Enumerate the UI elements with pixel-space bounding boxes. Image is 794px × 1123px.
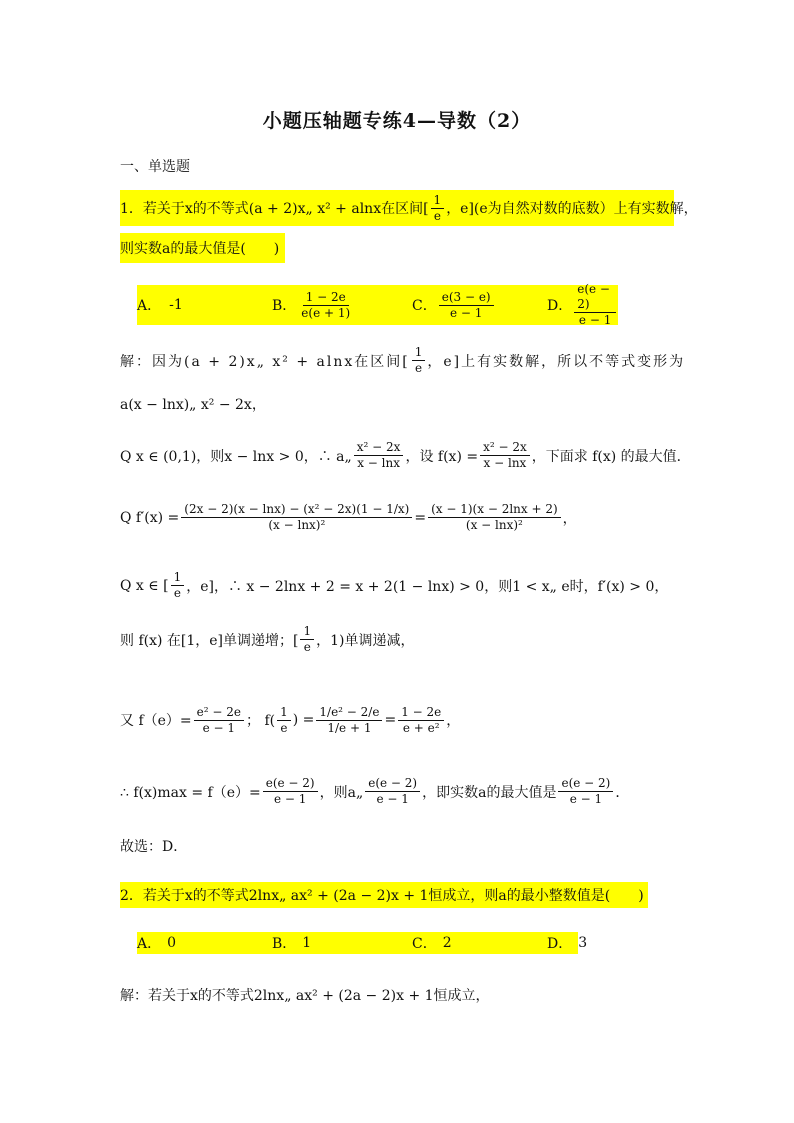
option-den: e − 1 [449, 305, 483, 320]
option-label: B． [272, 936, 297, 952]
sol-fraction [558, 776, 613, 807]
sol-text: = [384, 712, 397, 728]
q2-option-c [412, 932, 452, 954]
sol-fraction [181, 502, 412, 533]
option-fraction [298, 290, 353, 321]
q1-fraction [431, 193, 445, 224]
frac-den: 1/e + 1 [327, 720, 372, 735]
question-2-options [137, 932, 588, 954]
frac-num: 1 [412, 345, 426, 361]
option-fraction [574, 282, 616, 328]
solution-2-line-1: 解：若关于x的不等式2lnx„ ax² + (2a − 2)x + 1恒成立， [120, 988, 490, 1004]
solution-1-line-3 [120, 440, 691, 471]
q1-option-c [412, 285, 496, 325]
sol-text: ， [446, 713, 461, 729]
frac-num: 1 [300, 624, 314, 640]
q2-option-a [137, 932, 176, 954]
q1-frac-den: e [433, 208, 441, 223]
sol-fraction [398, 705, 444, 736]
option-num: 1 − 2e [303, 290, 349, 306]
q1-text-pre: 1．若关于x的不等式(a + 2)x„ x² + alnx在区间[ [120, 201, 429, 217]
solution-1-line-7 [120, 685, 460, 755]
sol-text: 则 f(x) 在[1，e]单调递增；[ [120, 632, 299, 649]
sol-text: ， [562, 510, 577, 527]
option-text: 1 [302, 935, 312, 951]
sol-text: Q x ∈ (0,1)，则x − lnx > 0，∴ a„ [120, 448, 352, 465]
option-fraction [439, 290, 494, 321]
frac-num: 1 [277, 705, 291, 721]
sol-text: = [414, 509, 427, 526]
frac-num: (2x − 2)(x − lnx) − (x² − 2x)(1 − 1/x) [181, 502, 412, 518]
option-label: C． [412, 298, 437, 314]
option-text: 2 [442, 935, 452, 951]
solution-1-line-4 [120, 502, 577, 533]
solution-1-line-8 [120, 776, 629, 807]
option-label: A． [137, 936, 162, 952]
question-2: 2．若关于x的不等式2lnx„ ax² + (2a − 2)x + 1恒成立，则a的最小整数值是( ) [120, 882, 648, 908]
solution-1-line-6 [120, 624, 415, 655]
frac-den: x − lnx [483, 456, 527, 470]
sol-text: 解：因为(a + 2)x„ x² + alnx在区间[ [120, 353, 410, 370]
sol-fraction [194, 705, 244, 736]
sol-text: ． [615, 784, 630, 801]
option-den: e − 1 [578, 313, 612, 327]
frac-num: (x − 1)(x − 2lnx + 2) [428, 502, 561, 518]
solution-1-answer: 故选：D． [120, 839, 188, 855]
sol-fraction [277, 705, 291, 736]
q2-option-b [272, 932, 311, 954]
option-num: e(e − 2) [574, 282, 616, 313]
frac-den: e [303, 640, 311, 654]
question-1-line-1 [120, 190, 698, 226]
sol-fraction [316, 705, 382, 736]
option-den: e(e + 1) [301, 305, 351, 320]
frac-den: e − 1 [202, 720, 236, 735]
sol-fraction [354, 440, 404, 471]
frac-num: 1 [171, 570, 185, 586]
sol-fraction [428, 502, 561, 533]
question-1-line-2: 则实数a的最大值是( ) [120, 233, 285, 263]
frac-num: x² − 2x [354, 440, 404, 456]
option-label: B． [272, 298, 297, 314]
q1-frac-num: 1 [431, 193, 445, 209]
option-num: e(3 − e) [439, 290, 494, 306]
sol-text: ，1)单调递减， [316, 632, 415, 649]
frac-num: x² − 2x [480, 440, 530, 456]
solution-1-line-5 [120, 570, 668, 601]
option-text: 3 [578, 935, 588, 951]
option-label: C． [412, 936, 437, 952]
frac-den: x − lnx [357, 456, 401, 470]
frac-den: e + e² [402, 720, 440, 735]
frac-den: e [415, 361, 423, 375]
sol-text: Q x ∈ [ [120, 577, 169, 594]
sol-fraction [171, 570, 185, 601]
frac-den: (x − lnx)² [465, 518, 523, 532]
sol-text: ，e]上有实数解，所以不等式变形为 [427, 353, 686, 370]
option-label: A． [137, 298, 162, 314]
question-1-options [137, 282, 618, 327]
frac-num: e(e − 2) [558, 776, 613, 792]
option-text: -1 [169, 297, 183, 313]
sol-text: 又 f（e）= [120, 713, 192, 729]
frac-den: e − 1 [569, 792, 603, 806]
sol-text: ，即实数a的最大值是 [422, 784, 557, 801]
frac-den: e − 1 [273, 792, 307, 806]
q1-option-d [547, 282, 618, 327]
q1-option-b [272, 285, 355, 325]
q1-option-a [137, 285, 183, 325]
sol-fraction [365, 776, 420, 807]
sol-fraction [300, 624, 314, 655]
sol-text: ，则a„ [319, 784, 364, 801]
sol-text: ) = [292, 712, 315, 728]
page-title: 小题压轴题专练4—导数（2） [262, 110, 532, 132]
sol-text: ，设 f(x) = [405, 448, 479, 465]
sol-text: ； f( [246, 713, 276, 729]
sol-fraction [263, 776, 318, 807]
sol-fraction [412, 345, 426, 376]
sol-text: ∴ f(x)max = f（e）= [120, 784, 261, 801]
frac-num: 1/e² − 2/e [316, 705, 382, 721]
frac-num: e(e − 2) [365, 776, 420, 792]
frac-den: e − 1 [376, 792, 409, 806]
solution-1-line-2: a(x − lnx)„ x² − 2x， [120, 397, 266, 413]
option-label: D． [547, 936, 573, 952]
sol-text: ，e]，∴ x − 2lnx + 2 = x + 2(1 − lnx) > 0，则1 < x„ e时，f′(x) > 0， [186, 578, 669, 595]
solution-1-line-1 [120, 345, 685, 376]
frac-den: e [280, 720, 288, 735]
frac-den: (x − lnx)² [268, 518, 326, 532]
sol-text: ，下面求 f(x) 的最大值． [531, 448, 691, 465]
frac-num: e(e − 2) [263, 776, 318, 792]
q1-text-post: ，e](e为自然对数的底数）上有实数解， [446, 201, 698, 217]
sol-text: Q f′(x) = [120, 509, 180, 526]
frac-num: 1 − 2e [398, 705, 444, 721]
option-label: D． [547, 298, 573, 314]
option-text: 0 [167, 935, 177, 951]
section-heading: 一、单选题 [120, 159, 190, 175]
q2-option-d [547, 932, 587, 954]
sol-fraction [480, 440, 530, 471]
frac-den: e [173, 586, 181, 600]
frac-num: e² − 2e [194, 705, 244, 721]
